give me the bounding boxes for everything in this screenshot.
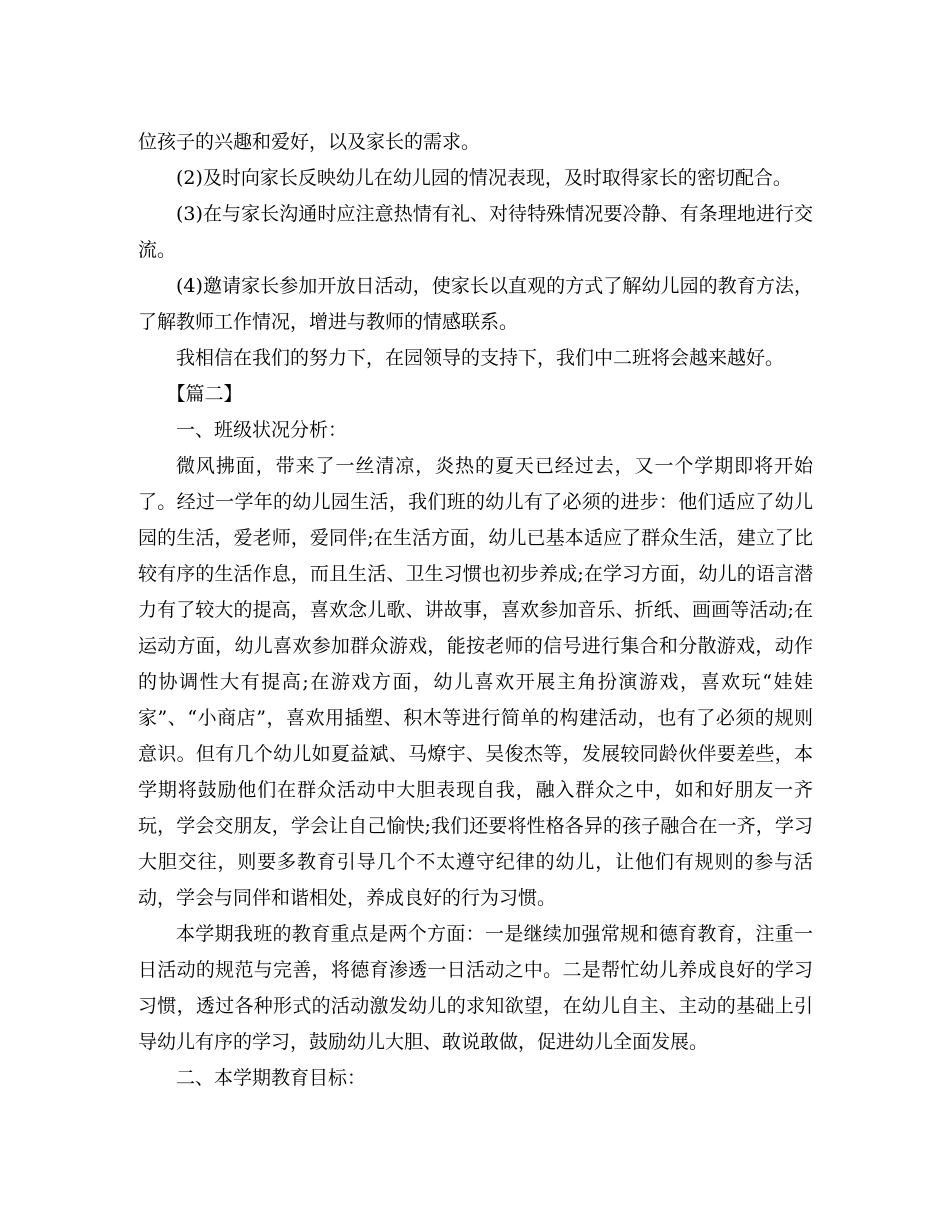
document-body (138, 124, 813, 1096)
paragraph-item-4: (4)邀请家长参加开放日活动，使家长以直观的方式了解幼儿园的教育方法，了解教师工作情况，增进与教师的情感联系。 (138, 275, 813, 333)
paragraph-closing: 我相信在我们的努力下，在园领导的支持下，我们中二班将会越来越好。 (176, 347, 785, 369)
heading-education-goals: 二、本学期教育目标： (176, 1067, 367, 1089)
paragraph-item-3: (3)在与家长沟通时应注意热情有礼、对待特殊情况要冷静、有条理地进行交流。 (138, 203, 813, 261)
heading-class-analysis: 一、班级状况分析： (176, 419, 348, 441)
paragraph-education-focus: 本学期我班的教育重点是两个方面：一是继续加强常规和德育教育，注重一日活动的规范与完善，将德育渗透一日活动之中。二是帮忙幼儿养成良好的学习习惯，透过各种形式的活动激发幼儿的求知欲望，在幼儿自主、主动的基础上引导幼儿有序的学习，鼓励幼儿大胆、敢说敢做，促进幼儿全面发展。 (138, 923, 813, 1053)
paragraph-class-analysis: 微风拂面，带来了一丝清凉，炎热的夏天已经过去，又一个学期即将开始了。经过一学年的幼儿园生活，我们班的幼儿有了必须的进步：他们适应了幼儿园的生活，爱老师，爱同伴;在生活方面，幼儿已基本适应了群众生活，建立了比较有序的生活作息，而且生活、卫生习惯也初步养成;在学习方面，幼儿的语言潜力有了较大的提高，喜欢念儿歌、讲故事，喜欢参加音乐、折纸、画画等活动;在运动方面，幼儿喜欢参加群众游戏，能按老师的信号进行集合和分散游戏，动作的协调性大有提高;在游戏方面，幼儿喜欢开展主角扮演游戏，喜欢玩“娃娃家”、“小商店”，喜欢用插塑、积木等进行简单的构建活动，也有了必须的规则意识。但有几个幼儿如夏益斌、马燎宇、吴俊杰等，发展较同龄伙伴要差些，本学期将鼓励他们在群众活动中大胆表现自我，融入群众之中，如和好朋友一齐玩，学会交朋友，学会让自己愉快;我们还要将性格各异的孩子融合在一齐，学习大胆交往，则要多教育引导几个不太遵守纪律的幼儿，让他们有规则的参与活动，学会与同伴和谐相处，养成良好的行为习惯。 (138, 455, 813, 909)
paragraph-continuation: 位孩子的兴趣和爱好，以及家长的需求。 (138, 131, 481, 153)
section-title-part-two: 【篇二】 (166, 383, 243, 405)
paragraph-item-2: (2)及时向家长反映幼儿在幼儿园的情况表现，及时取得家长的密切配合。 (176, 167, 792, 189)
